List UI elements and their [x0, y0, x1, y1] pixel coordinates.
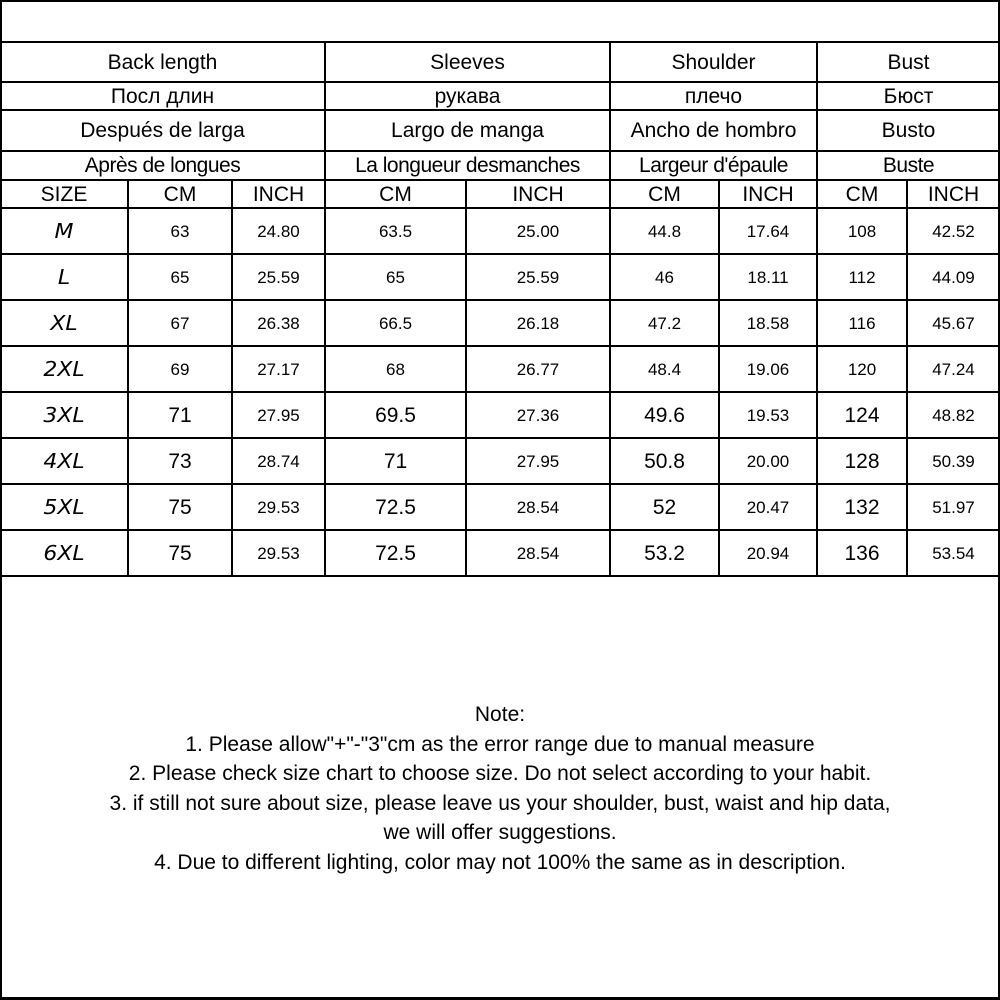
note-line-4: 4. Due to different lighting, color may not 100% the same as in description.	[154, 850, 846, 874]
table-cell-back-cm: 67	[170, 313, 190, 333]
table-cell-back-in: 27.95	[257, 405, 300, 425]
table-cell-bust-in: 48.82	[932, 405, 975, 425]
table-cell-bust-cm: 136	[844, 541, 880, 565]
back-length-header-ru: Посл длин	[110, 84, 215, 108]
sleeves-header-en: Sleeves	[430, 50, 505, 74]
bust-header-fr: Buste	[882, 154, 935, 177]
table-rule	[816, 180, 818, 576]
table-cell-shoulder-in: 19.06	[746, 359, 790, 379]
table-cell-sleeve-in: 28.54	[516, 543, 560, 563]
table-rule	[465, 180, 467, 576]
table-cell-bust-in: 51.97	[932, 497, 975, 517]
table-cell-bust-cm: 124	[844, 403, 880, 427]
note-line-3: 3. if still not sure about size, please leave us your shoulder, bust, waist and hip data,	[109, 791, 891, 815]
table-cell-shoulder-in: 18.58	[746, 313, 790, 333]
table-cell-back-cm: 71	[168, 403, 192, 427]
table-cell-bust-cm: 132	[844, 495, 880, 519]
table-cell-bust-in: 47.24	[932, 359, 975, 379]
column-header-inch: INCH	[927, 182, 980, 206]
table-cell-shoulder-in: 18.11	[747, 267, 789, 287]
table-cell-shoulder-cm: 52	[652, 495, 677, 519]
table-cell-back-cm: 75	[168, 541, 192, 565]
shoulder-header-ru: плечо	[684, 84, 743, 108]
table-rule	[0, 575, 1000, 577]
bust-header-en: Bust	[887, 50, 930, 74]
column-header-inch: INCH	[252, 182, 305, 206]
table-cell-back-in: 28.74	[257, 451, 300, 471]
table-cell-bust-in: 44.09	[932, 267, 975, 287]
back-length-header-en: Back length	[107, 50, 218, 74]
sleeves-header-es: Largo de manga	[391, 119, 544, 142]
back-length-header-es: Después de larga	[80, 119, 245, 142]
table-cell-shoulder-cm: 46	[655, 267, 674, 287]
table-cell-shoulder-in: 17.64	[746, 221, 790, 241]
table-rule	[0, 299, 1000, 301]
table-rule	[906, 180, 908, 576]
column-header-inch: INCH	[742, 182, 794, 206]
table-rule	[609, 42, 611, 180]
table-cell-sleeve-cm: 72.5	[375, 541, 416, 565]
table-cell-sleeve-cm: 69.5	[375, 403, 416, 427]
table-cell-bust-cm: 120	[847, 359, 877, 379]
table-cell-bust-in: 45.67	[932, 313, 975, 333]
table-rule	[231, 180, 233, 576]
table-cell-sleeve-cm: 66.5	[378, 313, 413, 333]
table-rule	[0, 529, 1000, 531]
table-cell-sleeve-in: 26.77	[516, 359, 560, 379]
column-header-cm: CM	[648, 182, 681, 206]
table-cell-shoulder-in: 20.00	[746, 451, 790, 471]
table-rule	[0, 253, 1000, 255]
table-cell-back-cm: 65	[170, 267, 190, 287]
table-cell-sleeve-in: 26.18	[516, 313, 560, 333]
table-cell-sleeve-cm: 72.5	[375, 495, 416, 519]
table-cell-shoulder-in: 20.47	[746, 497, 790, 517]
note-line-2: 2. Please check size chart to choose size. Do not select according to your habit.	[128, 762, 872, 785]
table-cell-back-in: 27.17	[257, 359, 300, 379]
table-cell-back-in: 29.53	[257, 497, 300, 517]
bust-header-ru: Бюст	[883, 84, 934, 108]
size-label: M	[54, 219, 74, 243]
table-cell-shoulder-cm: 49.6	[644, 403, 685, 427]
shoulder-header-es: Ancho de hombro	[630, 119, 797, 142]
column-header-cm: CM	[379, 182, 412, 206]
column-header-inch: INCH	[512, 182, 564, 206]
back-length-header-fr: Après de longues	[84, 154, 241, 177]
shoulder-header-fr: Largeur d'épaule	[639, 154, 788, 177]
table-cell-bust-in: 42.52	[932, 221, 975, 241]
table-rule	[0, 483, 1000, 485]
table-cell-sleeve-in: 28.54	[516, 497, 560, 517]
table-cell-back-cm: 69	[170, 359, 190, 379]
table-cell-bust-cm: 112	[848, 267, 876, 287]
notes-section	[0, 700, 1000, 877]
table-cell-back-in: 24.80	[257, 221, 300, 241]
table-cell-sleeve-cm: 65	[386, 267, 405, 287]
table-rule	[0, 179, 1000, 181]
table-cell-back-cm: 63	[170, 221, 190, 241]
table-rule	[0, 41, 1000, 43]
table-cell-back-in: 25.59	[257, 267, 300, 287]
table-rule	[0, 207, 1000, 209]
table-cell-sleeve-in: 27.36	[516, 405, 560, 425]
table-cell-sleeve-in: 25.00	[516, 221, 560, 241]
size-label: 6XL	[43, 541, 85, 565]
table-rule	[0, 391, 1000, 393]
notes-title: Note:	[474, 703, 526, 726]
table-rule	[0, 81, 1000, 83]
note-line-3-continued: we will offer suggestions.	[383, 821, 617, 844]
table-cell-back-in: 29.53	[257, 543, 300, 563]
table-rule	[0, 345, 1000, 347]
table-cell-sleeve-cm: 63.5	[378, 221, 413, 241]
table-cell-shoulder-cm: 50.8	[644, 449, 685, 473]
table-cell-bust-cm: 116	[848, 313, 876, 333]
table-rule	[127, 180, 129, 576]
sleeves-header-fr: La longueur desmanches	[355, 154, 580, 177]
size-label: XL	[50, 311, 78, 335]
size-label: L	[57, 265, 71, 289]
table-cell-shoulder-in: 20.94	[746, 543, 790, 563]
table-cell-shoulder-cm: 48.4	[647, 359, 682, 379]
column-header-size: SIZE	[40, 182, 88, 206]
table-cell-shoulder-in: 19.53	[746, 405, 790, 425]
sleeves-header-ru: рукава	[434, 84, 501, 108]
size-label: 2XL	[43, 357, 85, 381]
table-cell-bust-in: 53.54	[932, 543, 975, 563]
table-rule	[609, 180, 611, 576]
table-cell-shoulder-cm: 53.2	[644, 541, 685, 565]
table-cell-bust-cm: 108	[847, 221, 877, 241]
table-cell-sleeve-cm: 68	[386, 359, 405, 379]
table-rule	[0, 437, 1000, 439]
table-cell-bust-cm: 128	[844, 449, 880, 473]
column-header-cm: CM	[845, 182, 879, 206]
size-label: 3XL	[43, 403, 85, 427]
table-cell-sleeve-in: 27.95	[516, 451, 560, 471]
table-rule	[324, 180, 326, 576]
table-cell-sleeve-in: 25.59	[516, 267, 560, 287]
table-cell-back-cm: 73	[168, 449, 192, 473]
table-rule	[718, 180, 720, 576]
table-rule	[816, 42, 818, 180]
table-rule	[0, 150, 1000, 152]
table-rule	[0, 109, 1000, 111]
table-cell-sleeve-cm: 71	[383, 449, 408, 473]
size-label: 4XL	[43, 449, 85, 473]
table-rule	[324, 42, 326, 180]
column-header-cm: CM	[163, 182, 197, 206]
table-cell-back-in: 26.38	[257, 313, 300, 333]
note-line-1: 1. Please allow"+"-"3"cm as the error range due to manual measure	[185, 732, 815, 756]
table-cell-shoulder-cm: 44.8	[647, 221, 682, 241]
bust-header-es: Busto	[881, 119, 936, 142]
table-cell-bust-in: 50.39	[932, 451, 975, 471]
size-label: 5XL	[43, 495, 85, 519]
table-cell-shoulder-cm: 47.2	[647, 313, 682, 333]
table-cell-back-cm: 75	[168, 495, 192, 519]
shoulder-header-en: Shoulder	[671, 50, 756, 74]
